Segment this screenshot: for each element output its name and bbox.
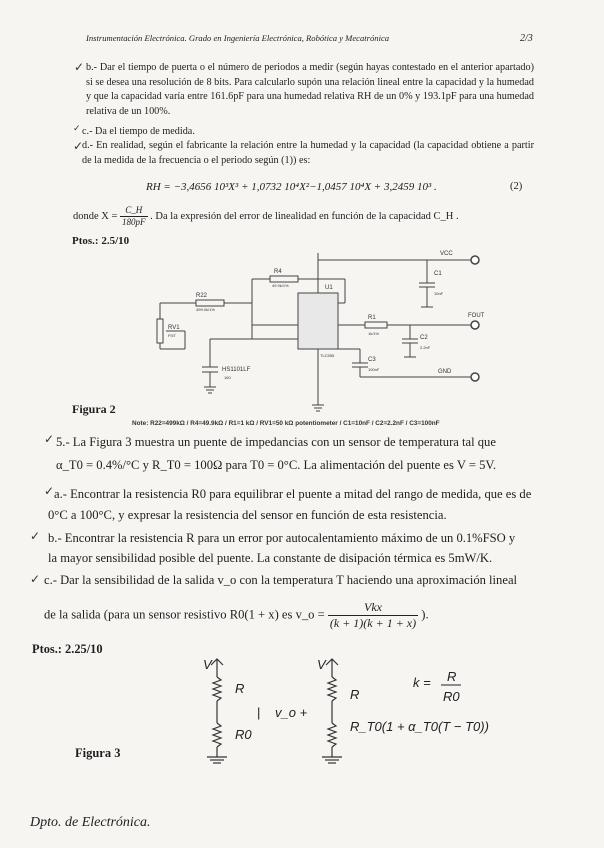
chip-label: TLC555 [320,353,335,358]
fig3-k-den: R0 [443,689,460,704]
c2-label: C2 [420,335,428,341]
fout-label: FOUT [468,313,485,319]
fig3-v-right: V [317,657,326,672]
fig3-v-left: V [203,657,212,672]
equation-rh: RH = −3,4656 10³X³ + 1,0732 10⁴X²−1,0457 10⁴X + 3,2459 10³ . [146,181,437,193]
c3-label: C3 [368,357,376,363]
c1-label: C1 [434,271,442,277]
question-4c: c.- Da el tiempo de medida. [82,126,195,137]
vo-fraction [328,600,418,631]
equation-number: (2) [510,181,523,192]
c3-value: 100nF [368,367,380,372]
r1-value: 1k/1% [368,331,380,336]
q5-points: Ptos.: 2.25/10 [32,642,103,656]
question-5b-line2: la mayor sensibilidad posible del puente. La constante de disipación térmica es 5mW/K. [48,551,493,565]
check-mark-icon: ✓ [30,572,41,586]
fig3-r-left: R [235,681,245,696]
r1-label: R1 [368,315,376,321]
fig3-rt-right: R_T0(1 + α_T0(T − T0)) [350,719,489,734]
fig3-vo: v_o + [275,705,308,720]
question-5c-line2 [44,600,429,631]
page-number: 2/3 [520,33,533,44]
figure-2-circuit [140,245,500,417]
c2-value: 2.2nF [420,345,431,350]
fig3-minus: | [257,705,261,720]
vcc-terminal [471,256,479,264]
vo-numerator: Vkx [328,600,418,616]
figure-3-bridge [195,655,515,770]
check-mark-icon: ✓ [73,139,84,153]
check-mark-icon: ✓ [30,529,41,543]
question-4d: d.- En realidad, según el fabricante la relación entre la humedad y la capacidad (la capacidad obtiene a partir de la medida de la frecuencia o el periodo según (1)) es: [82,140,534,166]
where-numerator: C_H [120,205,148,217]
vo-denominator: (k + 1)(k + 1 + x) [329,616,417,630]
where-denominator: 180pF [122,217,146,227]
question-4b: b.- Dar el tiempo de puerta o el número de periodos a medir (según hayas contestado en el anterior apartado) si se desea una resolución de 8 bits. Para calcularlo supón una relación lineal entre la capacidad y la humedad y que la capacidad varía entre 161.6pF para una humedad relativa RH de un 0% y 193.1pF para una humedad relativa de un 100%. [86,62,534,117]
fig3-r-right: R [350,687,360,702]
fig3-k-eq: k = [413,675,431,690]
fout-terminal [471,321,479,329]
figure-2-label: Figura 2 [72,402,116,416]
fig3-k-num: R [447,669,457,684]
q4-points: Ptos.: 2.5/10 [72,235,130,247]
vcc-label: VCC [440,251,453,257]
question-5c-line1: c.- Dar la sensibilidad de la salida v_o con la temperatura T haciendo una aproximación lineal [44,573,518,587]
question-5b-line1: b.- Encontrar la resistencia R para un error por autocalentamiento máximo de un 0.1%FSO y [48,531,516,545]
gnd-label: GND [438,369,452,375]
where-prefix: donde X = [73,210,118,222]
header-title: Instrumentación Electrónica. Grado en Ingeniería Electrónica, Robótica y Mecatrónica [86,33,390,43]
question-5c-suffix: ). [421,607,429,622]
check-mark-icon: ✓ [74,60,85,74]
question-5-constants: α_T0 = 0.4%/°C y R_T0 = 100Ω para T0 = 0°C. La alimentación del puente es V = 5V. [56,458,497,472]
gnd-terminal [471,373,479,381]
fig3-r0-left: R0 [235,727,252,742]
check-mark-icon: ✓ [73,124,81,134]
rv1-label: RV1 [168,325,180,331]
r4-label: R4 [274,269,282,275]
check-mark-icon: ✓ [44,484,55,498]
where-clause [73,205,459,228]
question-5-intro: 5.- La Figura 3 muestra un puente de impedancias con un sensor de temperatura tal que [56,435,496,449]
sensor-label: HS1101LF [222,367,251,373]
check-mark-icon: ✓ [44,432,55,446]
r4-value: 49.9k/1% [272,283,289,288]
figure-3-label: Figura 3 [75,746,121,760]
r22-value: 499.0k/1% [196,307,215,312]
r22-label: R22 [196,293,208,299]
question-5a-line2: 0°C a 100°C, y expresar la resistencia del sensor en función de esta resistencia. [48,508,447,522]
u1-label: U1 [325,285,333,291]
where-fraction [120,205,148,228]
sensor-value: 160 [224,375,231,380]
figure-2-note: Note: R22=499kΩ / R4=49.9kΩ / R1=1 kΩ / RV1=50 kΩ potentiometer / C1=10nF / C2=2.2nF / C3=100nF [132,420,440,427]
c1-value: 10nF [434,291,444,296]
question-5c-prefix: de la salida (para un sensor resistivo R0(1 + x) es v_o = [44,607,325,622]
question-5a-line1: a.- Encontrar la resistencia R0 para equilibrar el puente a mitad del rango de medida, que es de [54,487,532,501]
where-text: . Da la expresión del error de linealidad en función de la capacidad C_H . [150,210,459,222]
footer-department: Dpto. de Electrónica. [30,815,151,830]
rv1-value: P.5T [168,333,176,338]
